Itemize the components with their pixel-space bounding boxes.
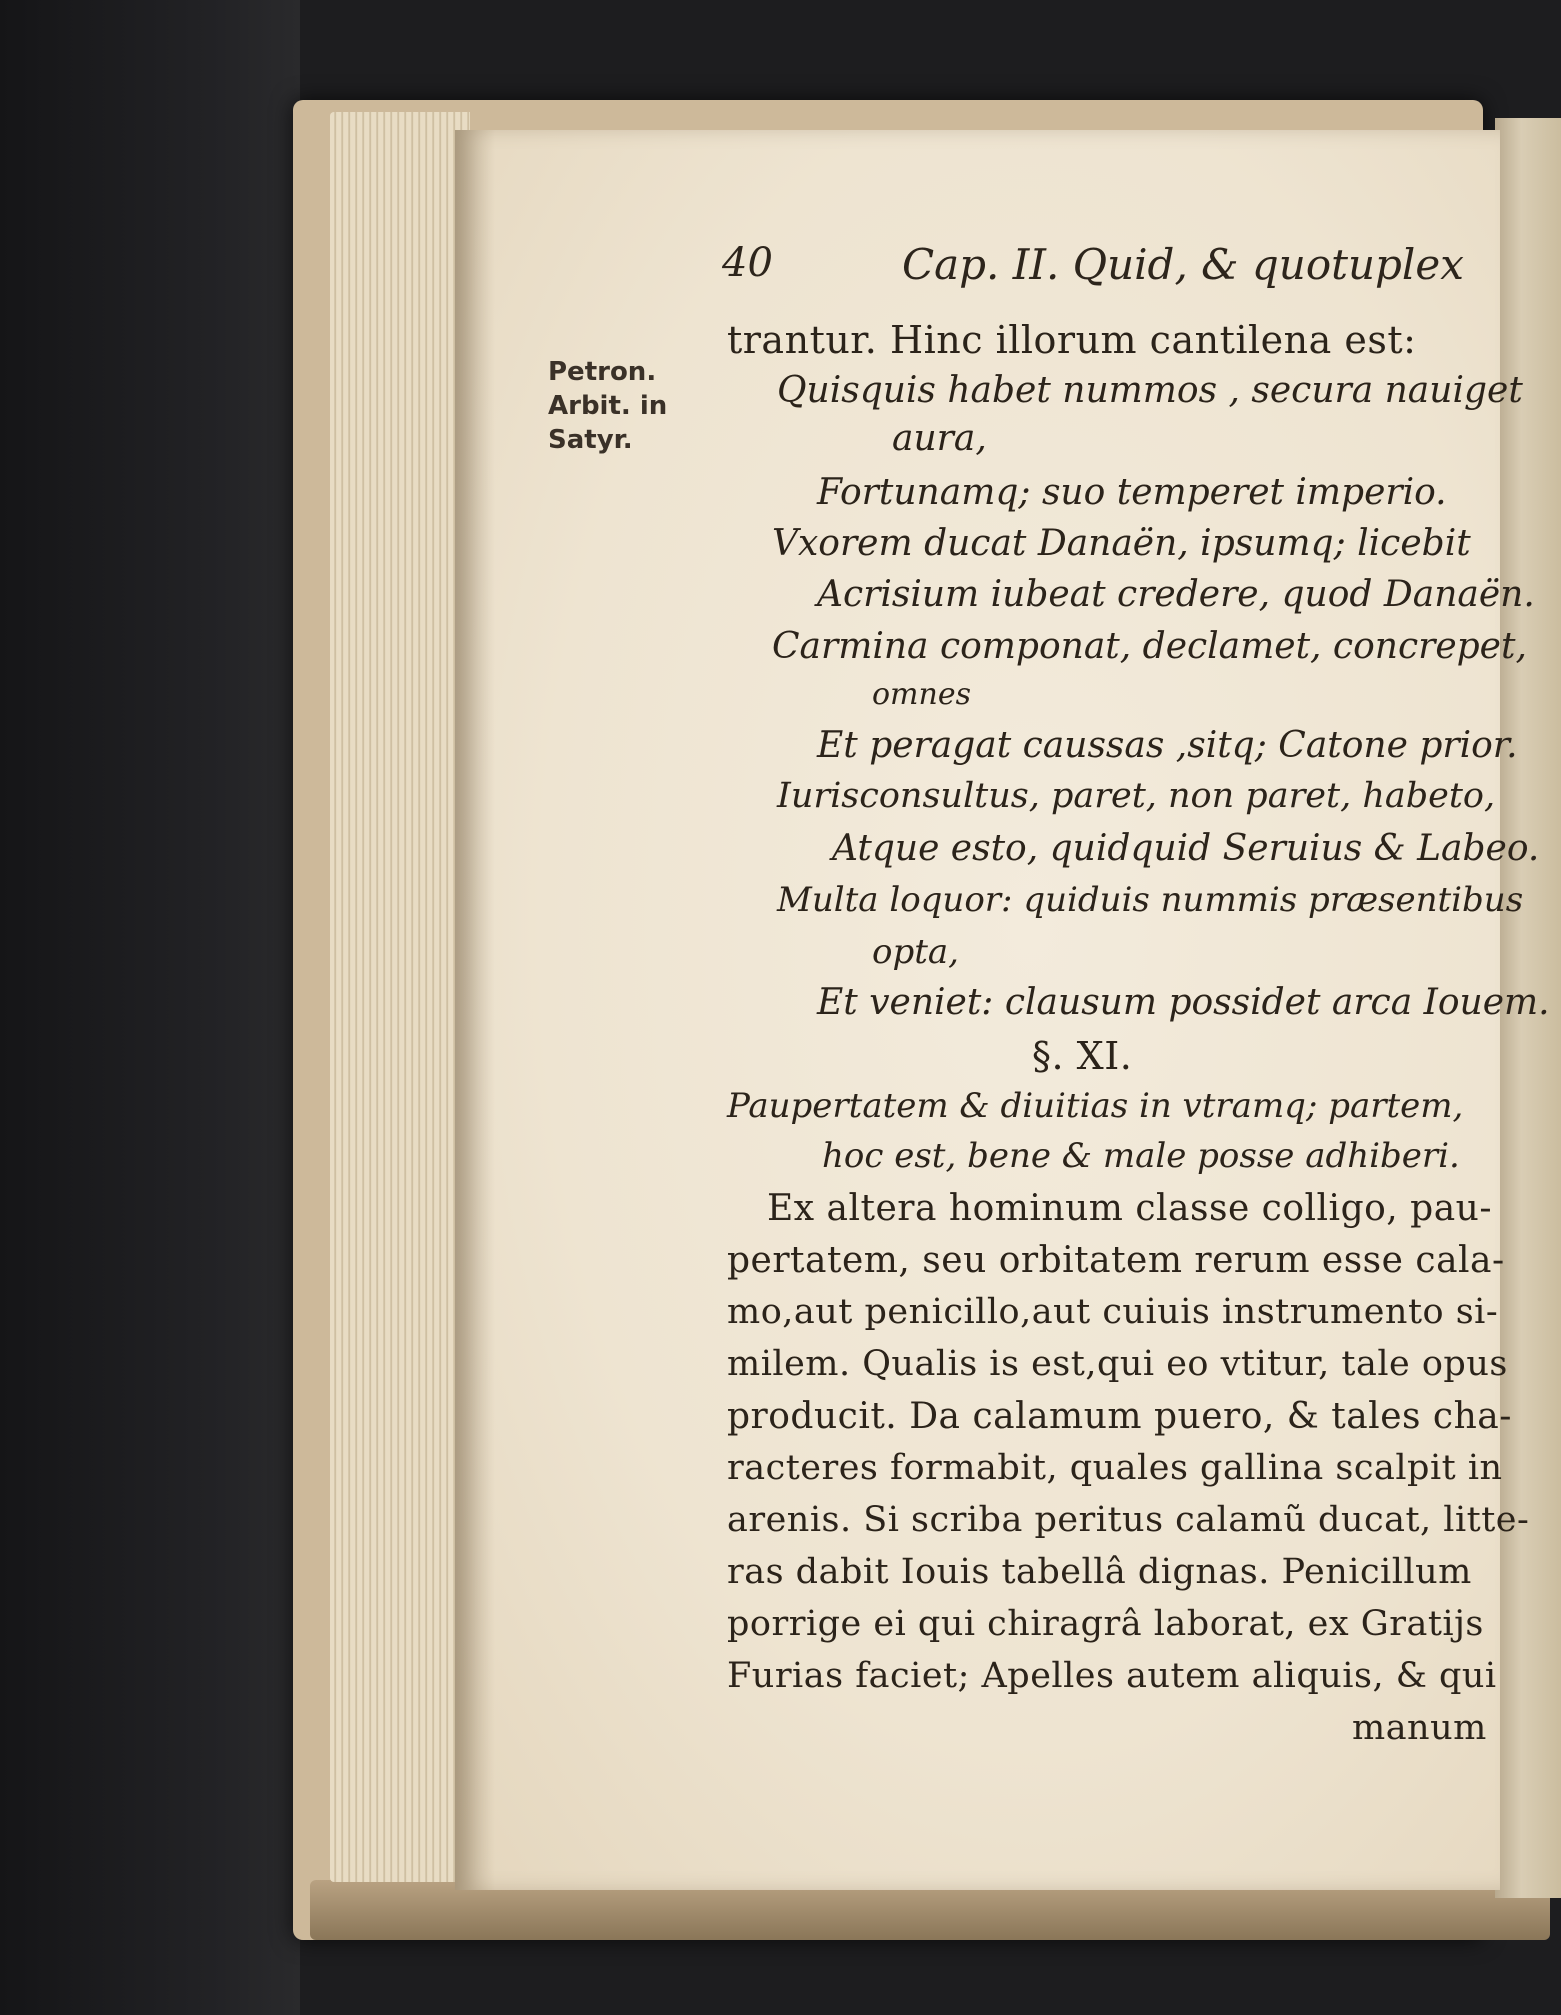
page-number: 40	[722, 240, 773, 286]
text-line: pertatem, seu orbitatem rerum esse cala-	[727, 1240, 1505, 1281]
text-line: Ex altera hominum classe colligo, pau-	[767, 1188, 1493, 1229]
verse-line: opta,	[872, 932, 959, 972]
verse-line: Acrisium iubeat credere, quod Danaën.	[817, 574, 1535, 615]
margin-note-line: Satyr.	[548, 425, 633, 455]
verse-line: omnes	[872, 677, 971, 712]
text-line: mo,aut penicillo,aut cuiuis instrumento si-	[727, 1292, 1499, 1332]
verse-line: Atque esto, quidquid Seruius & Labeo.	[832, 828, 1540, 869]
summary-line: hoc est, bene & male posse adhiberi.	[822, 1136, 1460, 1176]
page-header	[722, 240, 1482, 290]
text-line: milem. Qualis is est,qui eo vtitur, tale opus	[727, 1344, 1508, 1384]
verse-line: Multa loquor: quiduis nummis præsentibus	[777, 880, 1524, 920]
text-line: porrige ei qui chiragrâ laborat, ex Gratijs	[727, 1604, 1484, 1644]
verse-line: Quisquis habet nummos , secura nauiget	[777, 370, 1523, 411]
gutter-shadow	[455, 130, 495, 1890]
verse-line: Et peragat caussas ,sitq; Catone prior.	[817, 725, 1518, 766]
text-line: Furias faciet; Apelles autem aliquis, & qui	[727, 1656, 1497, 1696]
text-line: producit. Da calamum puero, & tales cha-	[727, 1396, 1512, 1437]
verse-line: Vxorem ducat Danaën, ipsumq; licebit	[772, 523, 1471, 564]
summary-line: Paupertatem & diuitias in vtramq; partem,	[727, 1086, 1464, 1126]
verse-line: Et veniet: clausum possidet arca Iouem.	[817, 982, 1550, 1023]
margin-note	[548, 355, 718, 457]
verse-line: aura,	[892, 418, 987, 459]
text-line: racteres formabit, quales gallina scalpit in	[727, 1448, 1503, 1488]
dark-background	[0, 0, 300, 2015]
running-head: Cap. II. Quid, & quotuplex	[902, 240, 1464, 289]
section-heading: §. XI.	[1032, 1034, 1133, 1078]
margin-note-line: Petron.	[548, 357, 657, 387]
verse-line: Fortunamq; suo temperet imperio.	[817, 472, 1447, 513]
verse-line: Iurisconsultus, paret, non paret, habeto,	[777, 776, 1496, 816]
margin-note-line: Arbit. in	[548, 391, 668, 421]
catchword: manum	[1352, 1708, 1487, 1748]
text-line: ras dabit Iouis tabellâ dignas. Penicillum	[727, 1552, 1472, 1592]
page-edges	[330, 112, 470, 1882]
text-line: trantur. Hinc illorum cantilena est:	[727, 318, 1417, 362]
text-line: arenis. Si scriba peritus calamũ ducat, litte-	[727, 1500, 1530, 1540]
verse-line: Carmina componat, declamet, concrepet,	[772, 626, 1527, 667]
